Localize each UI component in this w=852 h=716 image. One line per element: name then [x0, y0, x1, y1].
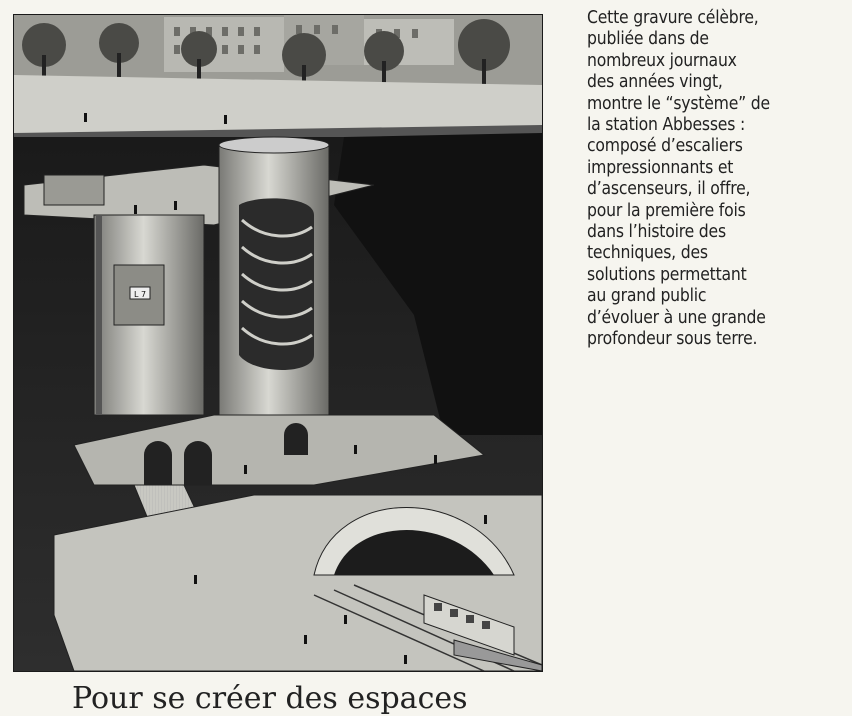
caption-line: pour la première fois	[587, 200, 746, 221]
caption-line: impressionnants et	[587, 157, 734, 178]
engraving-illustration	[14, 15, 542, 671]
street-level	[14, 75, 542, 133]
caption-line: solutions permettant	[587, 264, 747, 285]
caption-line: montre le “système” de	[587, 93, 770, 114]
caption-line: composé d’escaliers	[587, 136, 743, 157]
caption-line: au grand public	[587, 286, 707, 307]
caption-line: nombreux journaux	[587, 50, 737, 71]
abbesses-station-engraving	[13, 14, 543, 672]
body-text-cut-line: Pour se créer des espaces	[72, 681, 468, 716]
caption-line: profondeur sous terre.	[587, 329, 758, 350]
caption-line: techniques, des	[587, 243, 708, 264]
caption-line: publiée dans de	[587, 29, 709, 50]
caption-line: la station Abbesses :	[587, 115, 746, 136]
caption-line: d’ascenseurs, il offre,	[587, 179, 751, 200]
caption-line: d’évoluer à une grande	[587, 307, 766, 328]
elevator-sign: L 7	[133, 290, 147, 299]
caption-line: Cette gravure célèbre,	[587, 8, 759, 28]
caption-line: des années vingt,	[587, 72, 723, 93]
caption-line: dans l’histoire des	[587, 222, 726, 243]
engraving-caption	[587, 8, 847, 351]
